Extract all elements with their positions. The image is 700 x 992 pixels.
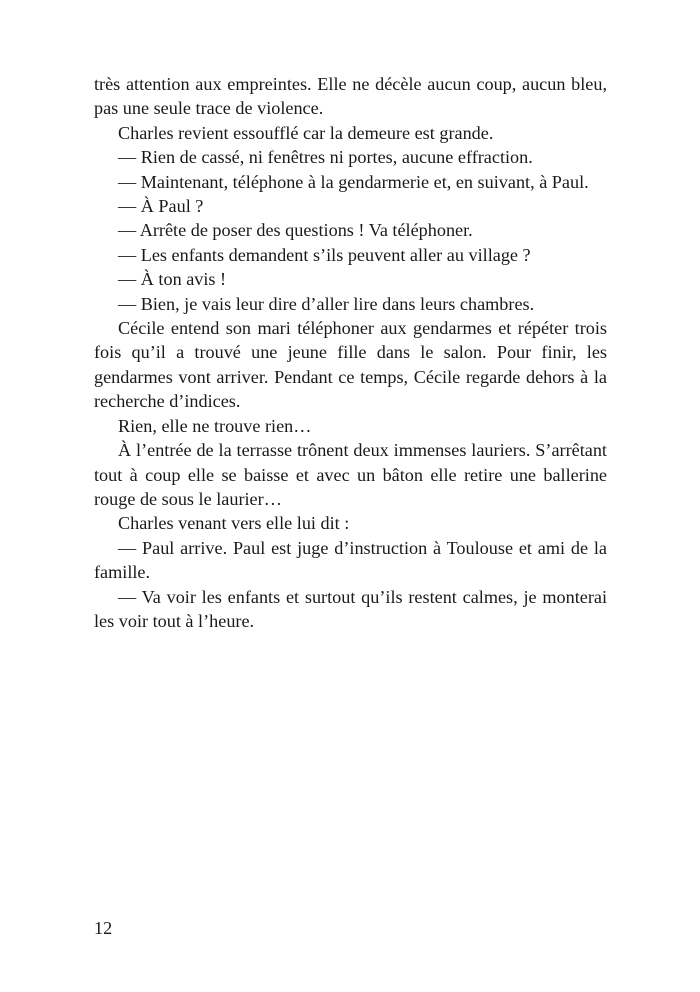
dialogue-line-5: — Les enfants demandent s’ils peuvent aller au village ? [118, 244, 531, 265]
page-number: 12 [94, 918, 113, 938]
dialogue-line-6: — À ton avis ! [118, 269, 227, 290]
dialogue-line-2: — Maintenant, téléphone à la gendarmerie et, en suivant, à Paul. [118, 171, 589, 192]
dialogue-line-7: — Bien, je vais leur dire d’aller lire dans leurs chambres. [118, 293, 535, 314]
dialogue-line-4: — Arrête de poser des questions ! Va téléphoner. [118, 220, 473, 241]
paragraph-2: Charles revient essoufflé car la demeure est grande. [118, 122, 494, 143]
paragraph-6: Charles venant vers elle lui dit : [118, 513, 350, 534]
paragraph-3: Cécile entend son mari téléphoner aux gendarmes et répéter trois fois qu’il a trouvé une jeune fille dans le salon. Pour finir, les gendarmes vont arriver. Pendant ce temps, Cécile regarde dehors à la recherche d’indices. [94, 318, 607, 412]
dialogue-line-3: — À Paul ? [118, 196, 204, 217]
paragraph-5: À l’entrée de la terrasse trônent deux immenses lauriers. S’arrêtant tout à coup elle se baisse et avec un bâton elle retire une ballerine rouge de sous le laurier… [94, 440, 607, 509]
dialogue-line-9: — Va voir les enfants et surtout qu’ils restent calmes, je monterai les voir tout à l’heure. [94, 586, 607, 631]
dialogue-line-1: — Rien de cassé, ni fenêtres ni portes, aucune effraction. [118, 147, 533, 168]
dialogue-line-8: — Paul arrive. Paul est juge d’instruction à Toulouse et ami de la famille. [94, 537, 607, 583]
paragraph-4: Rien, elle ne trouve rien… [118, 415, 312, 436]
page-body [94, 72, 607, 633]
paragraph-1: très attention aux empreintes. Elle ne décèle aucun coup, aucun bleu, pas une seule trace de violence. [94, 74, 607, 119]
